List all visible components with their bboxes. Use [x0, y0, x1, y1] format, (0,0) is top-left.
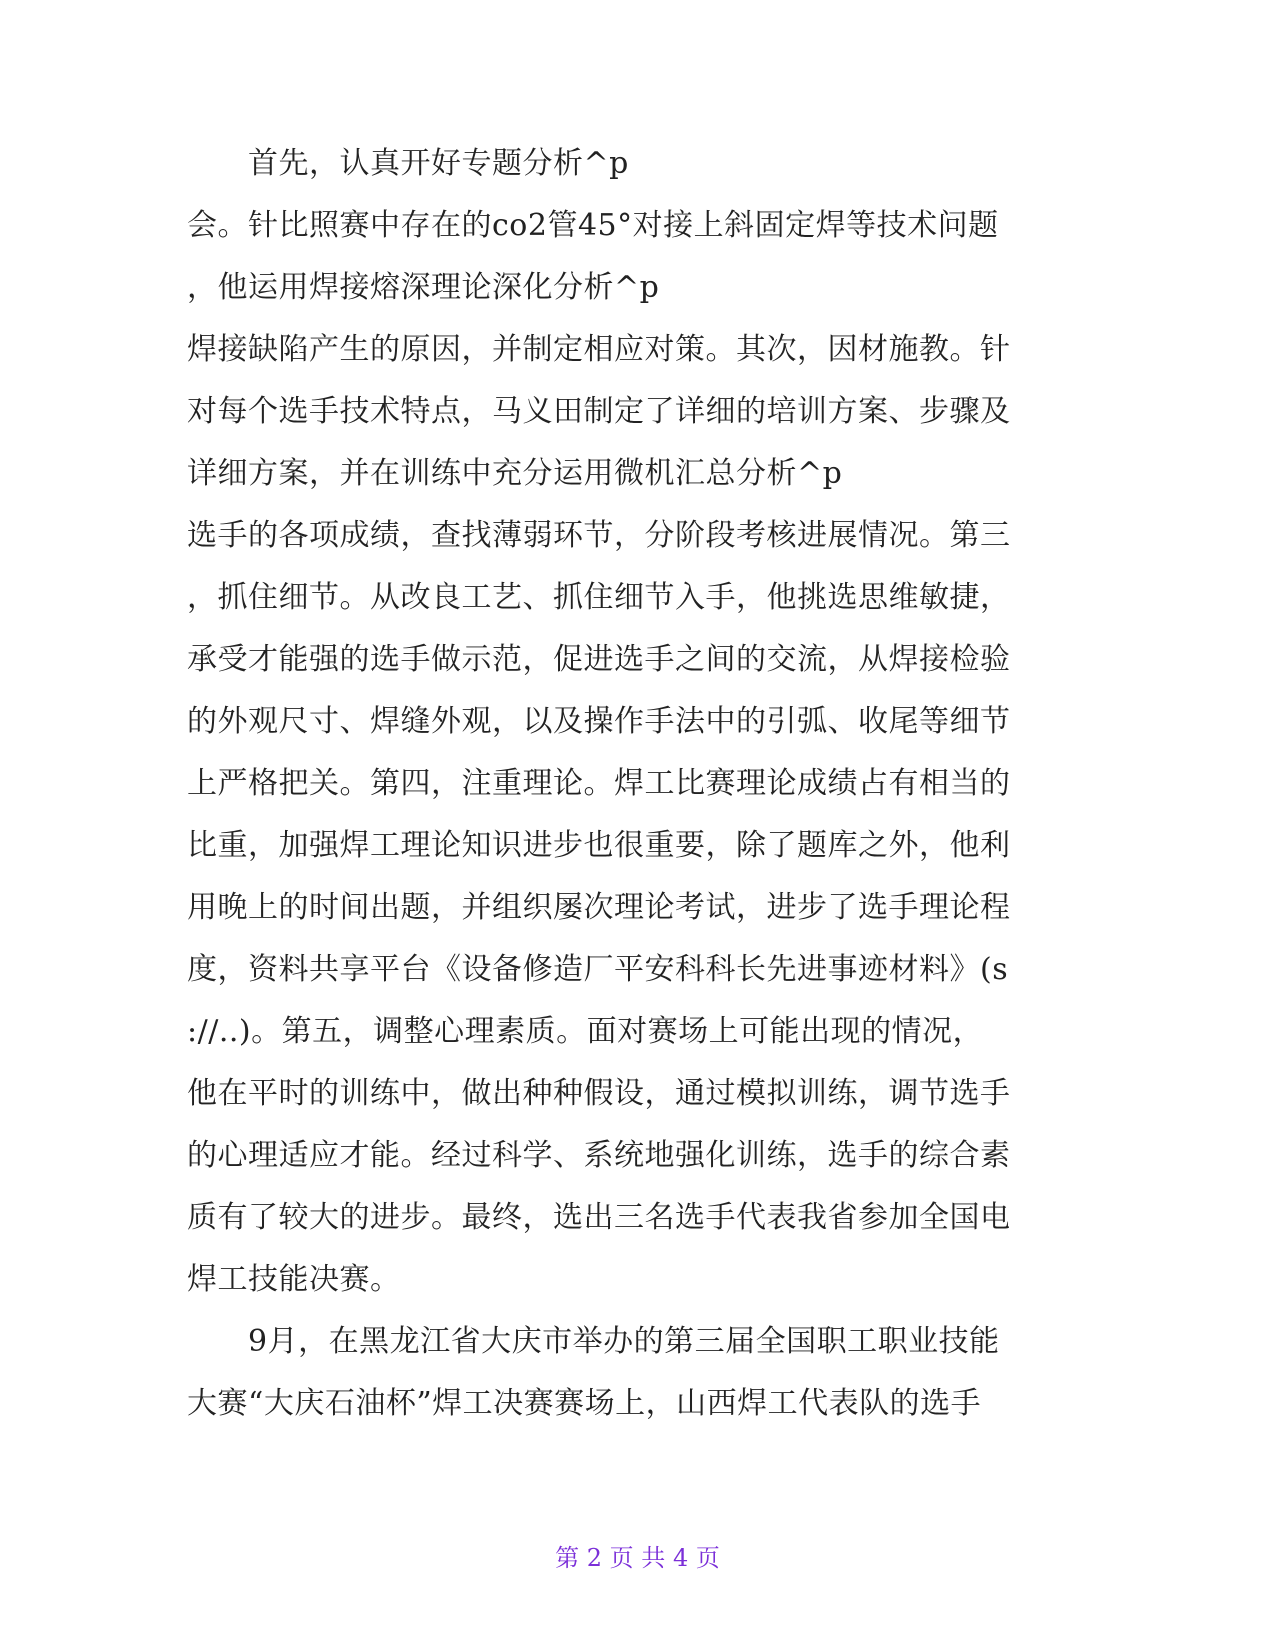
text-line: 焊工技能决赛。 [187, 1262, 401, 1297]
text-line: 焊接缺陷产生的原因，并制定相应对策。其次，因材施教。针 [187, 332, 1011, 367]
text-line: 会。针比照赛中存在的co2管45°对接上斜固定焊等技术问题 [187, 208, 999, 243]
text-line: 质有了较大的进步。最终，选出三名选手代表我省参加全国电 [187, 1200, 1011, 1235]
page-number-footer: 第 2 页 共 4 页 [555, 1544, 720, 1572]
text-line: 他在平时的训练中，做出种种假设，通过模拟训练，调节选手 [187, 1076, 1011, 1111]
text-line: 对每个选手技术特点，马义田制定了详细的培训方案、步骤及 [187, 394, 1011, 429]
text-line: ，他运用焊接熔深理论深化分析^p [187, 270, 660, 305]
text-line: 详细方案，并在训练中充分运用微机汇总分析^p [187, 456, 843, 491]
text-line: 的外观尺寸、焊缝外观，以及操作手法中的引弧、收尾等细节 [187, 704, 1011, 739]
text-line: 用晚上的时间出题，并组织屡次理论考试，进步了选手理论程 [187, 890, 1011, 925]
text-line: 大赛“大庆石油杯”焊工决赛赛场上，山西焊工代表队的选手 [187, 1386, 982, 1421]
text-line: 承受才能强的选手做示范，促进选手之间的交流，从焊接检验 [187, 642, 1011, 677]
text-line: 上严格把关。第四，注重理论。焊工比赛理论成绩占有相当的 [187, 766, 1011, 801]
text-line: 比重，加强焊工理论知识进步也很重要，除了题库之外，他利 [187, 828, 1011, 863]
text-line: 首先，认真开好专题分析^p [187, 146, 629, 181]
text-line: 9月，在黑龙江省大庆市举办的第三届全国职工职业技能 [187, 1324, 1000, 1359]
text-line: 的心理适应才能。经过科学、系统地强化训练，选手的综合素 [187, 1138, 1011, 1173]
text-line: ://..)。第五，调整心理素质。面对赛场上可能出现的情况， [187, 1014, 984, 1049]
text-line: 选手的各项成绩，查找薄弱环节，分阶段考核进展情况。第三 [187, 518, 1011, 553]
text-line: 度，资料共享平台《设备修造厂平安科科长先进事迹材料》(s [187, 952, 1009, 987]
text-line: ，抓住细节。从改良工艺、抓住细节入手，他挑选思维敏捷， [187, 580, 1011, 615]
